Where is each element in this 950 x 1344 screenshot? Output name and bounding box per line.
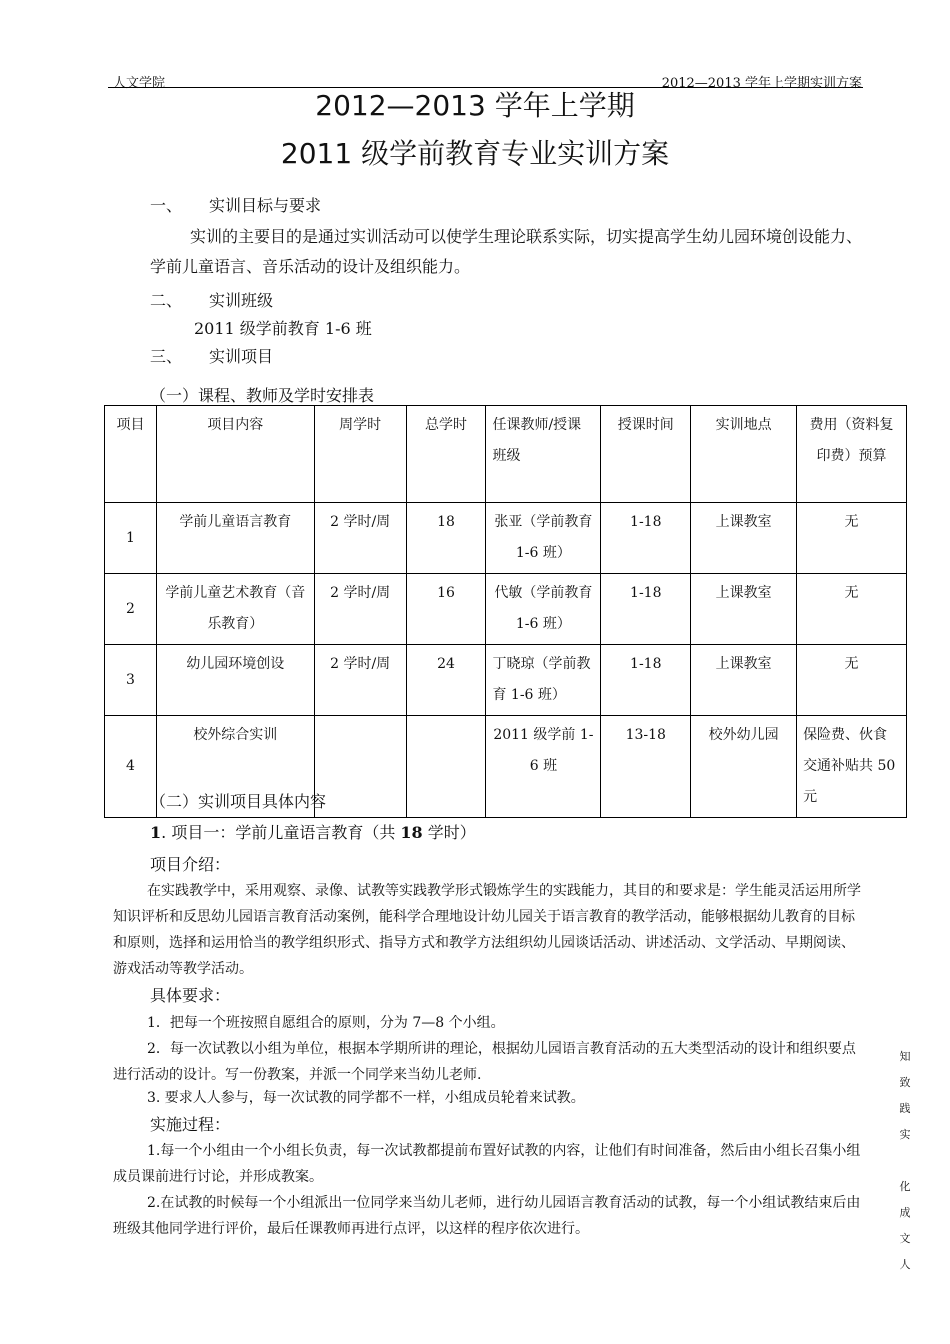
table-cell: 丁晓琼（学前教育 1-6 班）	[486, 645, 601, 716]
table-cell: 13-18	[601, 716, 691, 818]
table-cell: 3	[105, 645, 157, 716]
table-header-cell: 授课时间	[601, 406, 691, 503]
section-2-title: 实训班级	[209, 291, 274, 310]
intro-label: 项目介绍：	[150, 855, 231, 874]
table-cell: 2	[105, 574, 157, 645]
table-cell: 无	[797, 574, 907, 645]
table-cell: 1-18	[601, 503, 691, 574]
table-cell	[314, 716, 406, 818]
table-header-cell: 总学时	[406, 406, 486, 503]
section-1-title: 实训目标与要求	[209, 196, 322, 215]
project-1-suffix: 学时）	[422, 823, 476, 842]
part-2-caption: （二）实训项目具体内容	[150, 792, 327, 811]
section-3-title: 实训项目	[209, 347, 274, 366]
table-header-cell: 周学时	[314, 406, 406, 503]
table-cell: 4	[105, 716, 157, 818]
side-motto-char: 践	[899, 1102, 911, 1115]
table-row	[105, 574, 907, 645]
side-motto-char: 文	[899, 1232, 911, 1245]
table-cell: 上课教室	[691, 503, 797, 574]
table-header-row	[105, 406, 907, 503]
table-cell: 2011 级学前 1-6 班	[486, 716, 601, 818]
project-1-title: . 项目一：学前儿童语言教育（共	[161, 823, 401, 842]
table-cell: 1	[105, 503, 157, 574]
title-line-1: 2012—2013 学年上学期	[315, 89, 635, 122]
header-left: 人文学院	[113, 76, 166, 91]
table-cell: 1-18	[601, 574, 691, 645]
table-cell: 16	[406, 574, 486, 645]
process-2: 2.在试教的时候每一个小组派出一位同学来当幼儿老师，进行幼儿园语言教育活动的试教，每一个小组试教结束后由班级其他同学进行评价，最后任课教师再进行点评，以这样的程序依次进行。	[113, 1195, 861, 1237]
table-header-cell: 费用（资料复印费）预算	[797, 406, 907, 503]
table-row	[105, 503, 907, 574]
table-cell: 1-18	[601, 645, 691, 716]
project-1-hours: 18	[400, 823, 423, 842]
table-row	[105, 645, 907, 716]
table-header-cell: 任课教师/授课班级	[486, 406, 601, 503]
side-motto-char: 致	[899, 1076, 911, 1089]
side-motto-char: 知	[899, 1050, 911, 1063]
header-right: 2012—2013 学年上学期实训方案	[661, 76, 862, 91]
table-cell: 校外综合实训	[156, 716, 314, 818]
table-cell: 幼儿园环境创设	[156, 645, 314, 716]
table-cell: 2 学时/周	[314, 503, 406, 574]
table-cell: 上课教室	[691, 645, 797, 716]
process-1: 1.每一个小组由一个小组长负责，每一次试教都提前布置好试教的内容，让他们有时间准备，然后由小组长召集小组成员课前进行讨论，并形成教案。	[113, 1143, 861, 1185]
side-motto-char: 实	[899, 1128, 911, 1141]
table-cell: 学前儿童语言教育	[156, 503, 314, 574]
side-motto-char: 成	[899, 1206, 911, 1219]
table-header-cell: 项目内容	[156, 406, 314, 503]
section-3-number: 三、	[150, 347, 183, 366]
table-header-cell: 实训地点	[691, 406, 797, 503]
section-2-text: 2011 级学前教育 1-6 班	[194, 319, 372, 338]
table-caption: （一）课程、教师及学时安排表	[150, 386, 375, 405]
table-cell: 代敏（学前教育 1-6 班）	[486, 574, 601, 645]
project-1-number: 1	[150, 823, 162, 842]
section-2-number: 二、	[150, 291, 183, 310]
table-cell: 上课教室	[691, 574, 797, 645]
title-line-2: 2011 级学前教育专业实训方案	[280, 137, 670, 170]
table-cell: 学前儿童艺术教育（音乐教育）	[156, 574, 314, 645]
table-cell: 校外幼儿园	[691, 716, 797, 818]
requirements-label: 具体要求：	[150, 986, 231, 1005]
schedule-table	[104, 405, 907, 818]
section-1-text: 实训的主要目的是通过实训活动可以使学生理论联系实际，切实提高学生幼儿园环境创设能力、学前儿童语言、音乐活动的设计及组织能力。	[150, 227, 863, 276]
table-cell: 保险费、伙食交通补贴共 50 元	[797, 716, 907, 818]
requirement-3: 3. 要求人人参与，每一次试教的同学都不一样，小组成员轮着来试教。	[147, 1090, 585, 1106]
table-cell: 2 学时/周	[314, 574, 406, 645]
requirement-2: 2．每一次试教以小组为单位，根据本学期所讲的理论，根据幼儿园语言教育活动的五大类型活动的设计和组织要点进行活动的设计。写一份教案，并派一个同学来当幼儿老师.	[113, 1041, 856, 1083]
table-cell: 张亚（学前教育 1-6 班）	[486, 503, 601, 574]
process-label: 实施过程：	[150, 1115, 231, 1134]
side-motto-char: 人	[899, 1258, 911, 1271]
table-cell	[406, 716, 486, 818]
requirement-1: 1．把每一个班按照自愿组合的原则，分为 7—8 个小组。	[147, 1015, 505, 1031]
side-motto-char: 化	[899, 1180, 911, 1193]
intro-text: 在实践教学中，采用观察、录像、试教等实践教学形式锻炼学生的实践能力，其目的和要求是：学生能灵活运用所学知识评析和反思幼儿园语言教育活动案例，能科学合理地设计幼儿园关于语言教育的教学活动，能够根据幼儿教育的目标和原则，选择和运用恰当的教学组织形式、指导方式和教学方法组织幼儿园谈话活动、讲述活动、文学活动、早期阅读、游戏活动等教学活动。	[113, 883, 861, 977]
table-cell: 无	[797, 503, 907, 574]
project-1-heading	[150, 820, 476, 843]
section-1-number: 一、	[150, 196, 183, 215]
table-cell: 无	[797, 645, 907, 716]
table-cell: 24	[406, 645, 486, 716]
table-header-cell: 项目	[105, 406, 157, 503]
table-cell: 18	[406, 503, 486, 574]
table-cell: 2 学时/周	[314, 645, 406, 716]
